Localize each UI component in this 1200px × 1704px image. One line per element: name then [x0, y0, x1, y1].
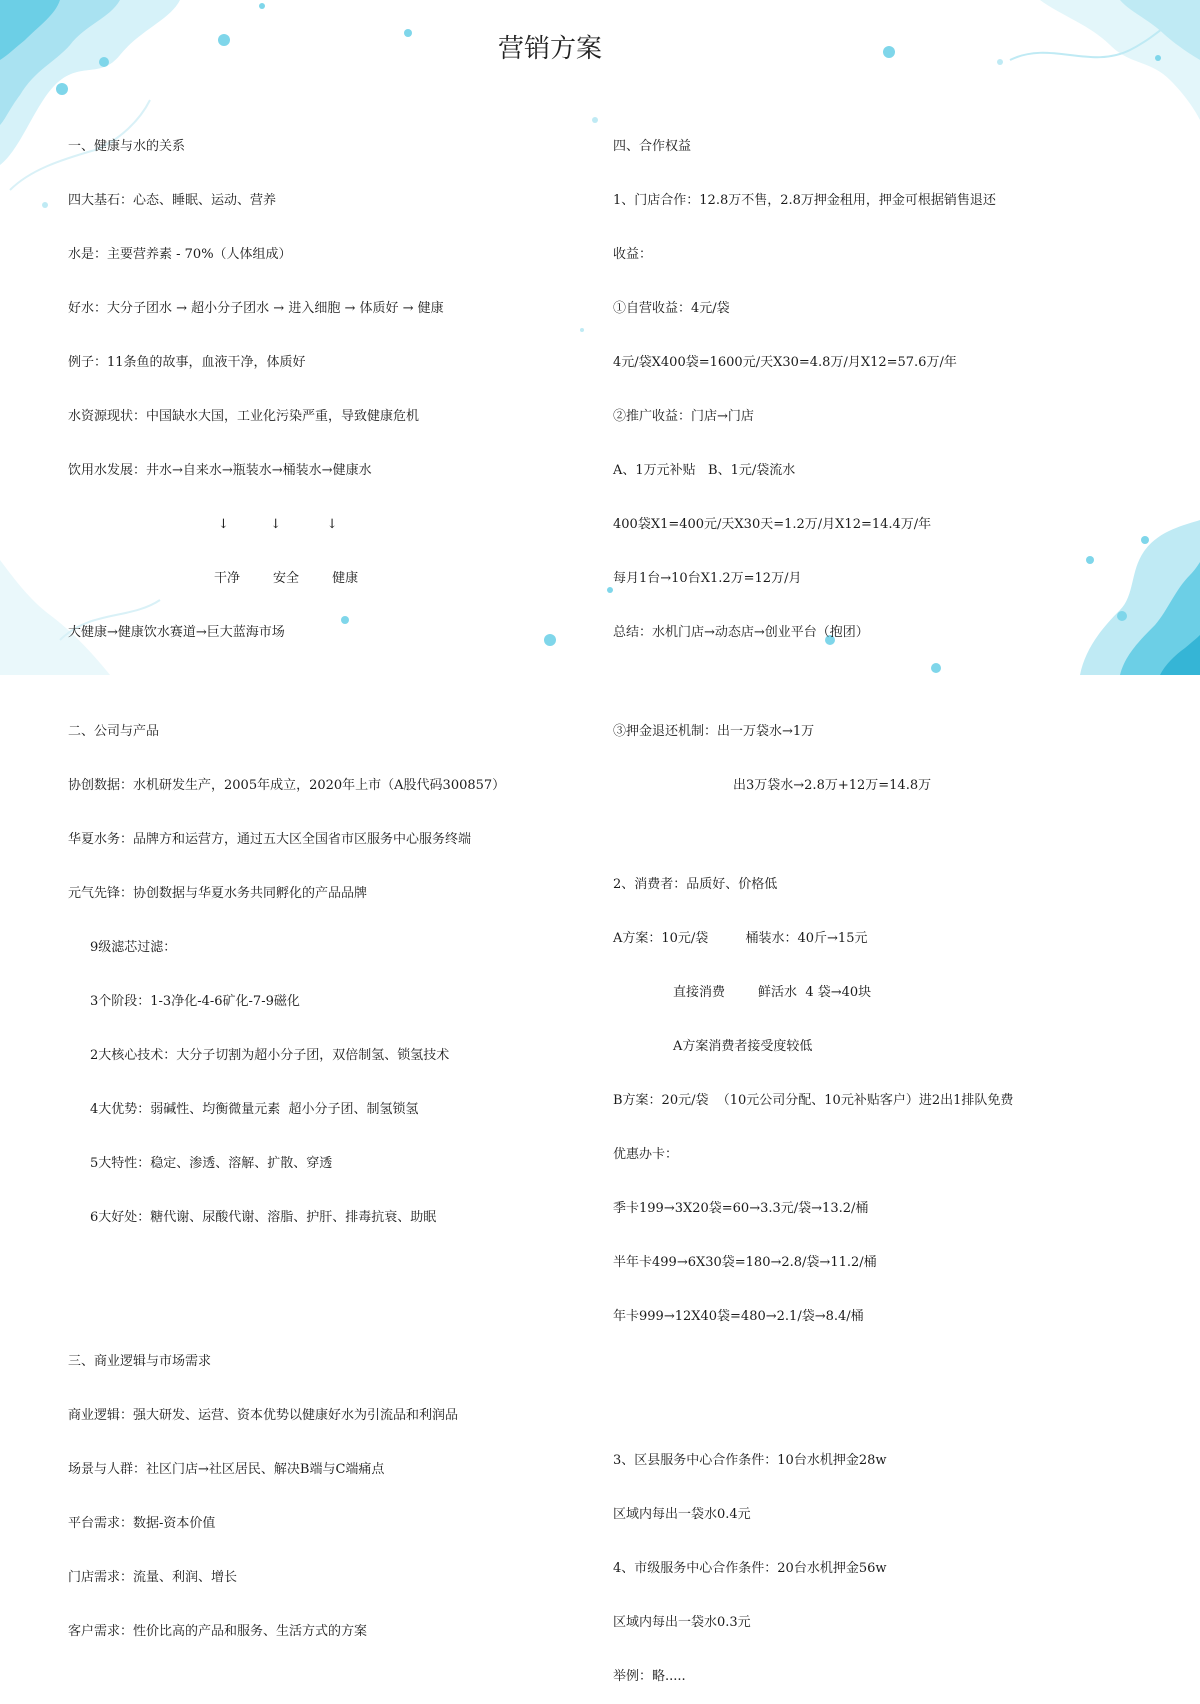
text-line: 华夏水务：品牌方和运营方，通过五大区全国省市区服务中心服务终端: [68, 832, 472, 847]
text-line: 商业逻辑：强大研发、运营、资本优势以健康好水为引流品和利润品: [68, 1408, 459, 1423]
text-line: 元气先锋：协创数据与华夏水务共同孵化的产品品牌: [68, 886, 368, 901]
text-line: 3个阶段：1-3净化-4-6矿化-7-9磁化: [90, 994, 300, 1009]
text-line: 优惠办卡：: [613, 1147, 679, 1162]
text-line: 区域内每出一袋水0.4元: [613, 1507, 751, 1522]
page-title: 营销方案: [497, 34, 602, 64]
text-line: 3、区县服务中心合作条件：10台水机押金28w: [613, 1453, 887, 1468]
text-line: 好水：大分子团水 → 超小分子团水 → 进入细胞 → 体质好 → 健康: [68, 301, 444, 316]
text-line: 场景与人群：社区门店→社区居民、解决B端与C端痛点: [68, 1462, 385, 1477]
section-heading-business: 三、商业逻辑与市场需求: [68, 1354, 212, 1369]
text-line: 季卡199→3X20袋=60→3.3元/袋→13.2/桶: [613, 1201, 869, 1216]
text-line: 每月1台→10台X1.2万=12万/月: [613, 571, 802, 586]
section-heading-company: 二、公司与产品: [68, 724, 160, 739]
text-line: 5大特性：稳定、渗透、溶解、扩散、穿透: [90, 1156, 333, 1171]
text-line: 半年卡499→6X30袋=180→2.8/袋→11.2/桶: [613, 1255, 877, 1270]
text-line: ①自营收益：4元/袋: [613, 301, 730, 316]
text-line: 4大优势：弱碱性、均衡微量元素 超小分子团、制氢锁氢: [90, 1102, 419, 1117]
text-line: 直接消费 鲜活水 4 袋→40块: [673, 985, 872, 1000]
text-line: 9级滤芯过滤：: [90, 940, 177, 955]
text-line: 400袋X1=400元/天X30天=1.2万/月X12=14.4万/年: [613, 517, 932, 532]
text-line: A方案：10元/袋 桶装水：40斤→15元: [613, 931, 868, 946]
text-line: 6大好处：糖代谢、尿酸代谢、溶脂、护肝、排毒抗衰、助眠: [90, 1210, 437, 1225]
left-column: [68, 102, 568, 1659]
right-column: [613, 102, 1093, 1704]
text-line: 4元/袋X400袋=1600元/天X30=4.8万/月X12=57.6万/年: [613, 355, 957, 370]
text-line: 饮用水发展：井水→自来水→瓶装水→桶装水→健康水: [68, 463, 372, 478]
text-line: 例子：11条鱼的故事，血液干净，体质好: [68, 355, 306, 370]
text-line: 出3万袋水→2.8万+12万=14.8万: [733, 778, 932, 793]
text-line: 大健康→健康饮水赛道→巨大蓝海市场: [68, 625, 285, 640]
text-line: 客户需求：性价比高的产品和服务、生活方式的方案: [68, 1624, 368, 1639]
text-line: 门店需求：流量、利润、增长: [68, 1570, 238, 1585]
text-line: 四大基石：心态、睡眠、运动、营养: [68, 193, 277, 208]
arrow-labels: 干净 安全 健康: [214, 571, 359, 586]
section-heading-health: 一、健康与水的关系: [68, 139, 186, 154]
text-line: 平台需求：数据-资本价值: [68, 1516, 216, 1531]
section-heading-consumer: 2、消费者：品质好、价格低: [613, 877, 778, 892]
text-line: 水是：主要营养素 - 70%（人体组成）: [68, 247, 292, 262]
text-line: 1、门店合作：12.8万不售，2.8万押金租用，押金可根据销售退还: [613, 193, 996, 208]
text-line: 年卡999→12X40袋=480→2.1/袋→8.4/桶: [613, 1309, 864, 1324]
text-line: ②推广收益：门店→门店: [613, 409, 754, 424]
text-line: ③押金退还机制：出一万袋水→1万: [613, 724, 815, 739]
text-line: 举例：略.....: [613, 1669, 686, 1684]
text-line: 协创数据：水机研发生产，2005年成立，2020年上市（A股代码300857）: [68, 778, 506, 793]
text-line: 区域内每出一袋水0.3元: [613, 1615, 751, 1630]
text-line: B方案：20元/袋 （10元公司分配、10元补贴客户）进2出1排队免费: [613, 1093, 1014, 1108]
text-line: 4、市级服务中心合作条件：20台水机押金56w: [613, 1561, 887, 1576]
text-line: 2大核心技术：大分子切割为超小分子团，双倍制氢、锁氢技术: [90, 1048, 450, 1063]
text-line: 水资源现状：中国缺水大国，工业化污染严重，导致健康危机: [68, 409, 420, 424]
text-line: A方案消费者接受度较低: [673, 1039, 813, 1054]
text-line: 收益：: [613, 247, 653, 262]
text-line: 总结：水机门店→动态店→创业平台（抱团）: [613, 625, 869, 640]
down-arrows: ↓ ↓ ↓: [218, 517, 338, 532]
section-heading-cooperation: 四、合作权益: [613, 139, 692, 154]
text-line: A、1万元补贴 B、1元/袋流水: [613, 463, 796, 478]
